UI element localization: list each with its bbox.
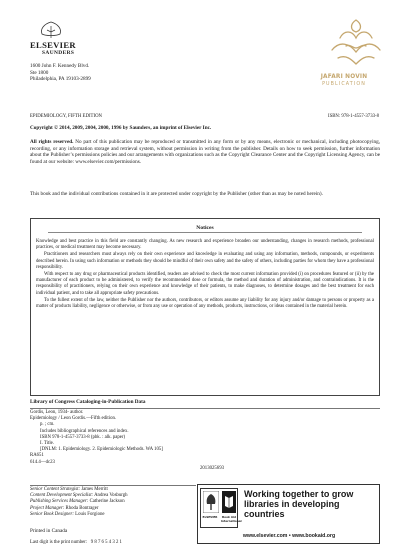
staff-name: Louis Forgione — [75, 511, 105, 517]
book-icon — [224, 494, 234, 508]
edition-line: EPIDEMIOLOGY, FIFTH EDITION — [30, 114, 102, 119]
advert-headline: Working together to grow libraries in developing countries — [244, 489, 354, 519]
staff-role: Publishing Services Manager: — [30, 499, 89, 505]
print-number-label: Last digit is the print number: — [30, 540, 88, 545]
elsevier-tree-icon — [36, 20, 66, 40]
staff-role: Senior Book Designer: — [30, 511, 74, 517]
staff-role: Content Development Specialist: — [30, 493, 94, 499]
advert-url: www.elsevier.com • www.bookaid.org — [242, 533, 336, 539]
address-line: 1600 John F. Kennedy Blvd. — [30, 63, 90, 69]
notices-title: Notices — [196, 225, 214, 231]
cip-line: RA651 — [30, 453, 44, 459]
printed-in: Printed in Canada — [30, 528, 68, 534]
rights-paragraph — [30, 139, 380, 165]
cip-line: ISBN 978-1-4557-3733-8 (pbk. : alk. paper) — [40, 434, 126, 440]
address-line: Philadelphia, PA 19103-2899 — [30, 76, 91, 83]
cip-line: I. Title. — [40, 441, 54, 447]
notices-divider — [48, 232, 362, 233]
print-number-digits: 9 8 7 6 5 4 3 2 1 — [90, 540, 122, 545]
staff-divider — [30, 485, 196, 486]
advert-logo-label: Book Aid International — [221, 515, 242, 523]
cip-line: Gordis, Leon, 1934- author. — [30, 410, 84, 415]
staff-role: Project Manager: — [30, 505, 65, 511]
elsevier-wordmark: ELSEVIER — [30, 40, 76, 50]
notice-paragraph: Practitioners and researchers must always rely on their own experience and knowledge in evaluating and using any information, methods, compounds, or experiments described herein. In using such information or methods they should be mindful of their own safety and the safety of others, including parties for whom they have a professional responsibility. — [36, 252, 374, 270]
cip-line: p. ; cm. — [40, 422, 55, 428]
notice-paragraph: With respect to any drug or pharmaceutical products identified, readers are advised to check the most current information provided (i) on procedures featured or (ii) by the manufacturer of each product to be administered, to verify the recommended dose or formula, the method and duration of administration, and contraindications. It is the responsibility of practitioners, relying on their own experience and knowledge of their patients, to make diagnoses, to determine dosages and the best treatment for each individual patient, and to take all appropriate safety precautions. — [36, 272, 374, 296]
advert-logo-label: ELSEVIER — [202, 515, 218, 519]
notices-body — [36, 239, 374, 311]
saunders-wordmark: SAUNDERS — [42, 50, 75, 56]
staff-name: Rhoda Bontrager — [65, 505, 99, 511]
publisher-address — [30, 63, 170, 83]
cip-heading: Library of Congress Cataloging-in-Publication Data — [30, 399, 146, 405]
address-line: Ste 1800 — [30, 69, 49, 76]
cip-divider — [30, 408, 380, 409]
copyright-line: Copyright © 2014, 2009, 2004, 2000, 1996 by Saunders, an imprint of Elsevier Inc. — [30, 125, 212, 131]
rights-lead: All rights reserved. — [30, 139, 74, 145]
print-number — [30, 540, 122, 546]
cip-line: Includes bibliographical references and index. — [40, 428, 129, 434]
jafari-novin-subtitle: PUBLICATION — [322, 82, 366, 87]
staff-name: Andrea Vosburgh — [94, 493, 128, 499]
jafari-novin-logo — [320, 14, 392, 74]
protected-paragraph: This book and the individual contributions contained in it are protected under copyright by the Publisher (other than as may be noted herein). — [30, 191, 323, 197]
staff-name: Catherine Jackson — [89, 499, 125, 505]
cip-record — [30, 410, 280, 472]
staff-role: Senior Content Strategist: — [30, 487, 81, 492]
rights-text: No part of this publication may be reproduced or transmitted in any form or by any means, electronic or mechanical, including photocopying, recording, or any information storage and retrieval system, without permission in writing from the publisher. Details on how to seek permission, further information about the Publisher’s permissions policies and our arrangements with organizations such as the Copyright Clearance Center and the Copyright Licensing Agency, can be found at our website: www.elsevier.com/permissions. — [30, 139, 381, 165]
notice-paragraph: Knowledge and best practice in this field are constantly changing. As new research and experience broaden our understanding, changes in research methods, professional practices, or medical treatment may become necessary. — [36, 239, 374, 251]
cip-control-number: 2013025693 — [200, 465, 224, 471]
cip-line: 614.4—dc23 — [30, 459, 55, 465]
cip-line: [DNLM: 1. Epidemiology. 2. Epidemiologic Methods. WA 105] — [40, 447, 163, 453]
isbn-line: ISBN: 978-1-4557-3733-8 — [327, 114, 379, 119]
elsevier-tree-icon — [203, 491, 219, 513]
cip-line: Epidemiology / Leon Gordis.—Fifth edition. — [30, 416, 117, 422]
notice-paragraph: To the fullest extent of the law, neither the Publisher nor the authors, contributors, or editors assume any liability for any injury and/or damage to persons or property as a matter of products liability, negligence or otherwise, or from any use or operation of any methods, products, instructions, or ideas contained in the material herein. — [36, 297, 374, 310]
jafari-novin-name: JAFARI NOVIN — [320, 74, 368, 80]
staff-name: James Merritt — [81, 487, 108, 492]
